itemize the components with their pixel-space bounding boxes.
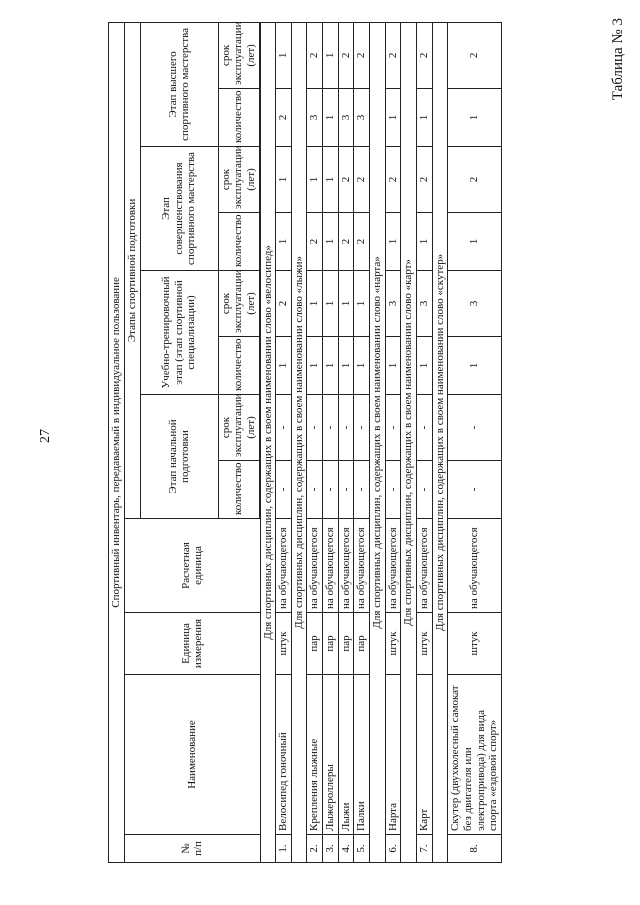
value-term: 3 — [448, 271, 502, 337]
item-name: Лыжи — [338, 675, 354, 835]
item-calc-unit: на обучающегося — [354, 519, 370, 613]
header-stage-2: Учебно-тренировочный этап (этап спортивной специализации) — [140, 271, 218, 395]
value-term: 3 — [385, 271, 401, 337]
value-quantity: 1 — [448, 337, 502, 395]
value-quantity: 1 — [323, 337, 339, 395]
item-unit: штук — [416, 613, 432, 675]
header-sub-term: срок эксплуатации (лет) — [218, 22, 259, 88]
value-term: 1 — [323, 22, 339, 88]
item-calc-unit: на обучающегося — [338, 519, 354, 613]
value-quantity: 2 — [354, 213, 370, 271]
value-term: - — [276, 395, 292, 461]
item-unit: штук — [385, 613, 401, 675]
value-quantity: - — [323, 461, 339, 519]
item-calc-unit: на обучающегося — [276, 519, 292, 613]
value-quantity: 3 — [338, 89, 354, 147]
value-quantity: 1 — [385, 213, 401, 271]
value-term: 2 — [385, 147, 401, 213]
value-quantity: 1 — [338, 337, 354, 395]
value-quantity: 1 — [307, 337, 323, 395]
table-label: Таблица № 3 — [610, 18, 626, 101]
value-term: 2 — [416, 147, 432, 213]
header-sub-qty: количество — [218, 337, 259, 395]
header-stages-title: Этапы спортивной подготовки — [125, 22, 141, 518]
value-quantity: 1 — [448, 213, 502, 271]
item-name: Скутер (двухколесный самокат без двигателя или электропривода) для вида спорта «ездовой спорт» — [448, 675, 502, 835]
header-col-unit: Единица измерения — [125, 613, 261, 675]
item-unit: штук — [448, 613, 502, 675]
row-number: 7. — [416, 835, 432, 863]
section-row — [432, 22, 448, 862]
item-unit: пар — [354, 613, 370, 675]
item-calc-unit: на обучающегося — [323, 519, 339, 613]
value-quantity: 1 — [323, 89, 339, 147]
section-title: Для спортивных дисциплин, содержащих в своем наименовании слово «нарта» — [370, 22, 386, 862]
header-sub-qty: количество — [218, 461, 259, 519]
header-stage-1: Этап начальной подготовки — [140, 395, 218, 519]
value-quantity: 1 — [448, 89, 502, 147]
row-number: 8. — [448, 835, 502, 863]
value-term: - — [448, 395, 502, 461]
value-term: - — [323, 395, 339, 461]
header-sub-qty: количество — [218, 89, 259, 147]
table-row — [276, 22, 292, 862]
value-quantity: 2 — [338, 213, 354, 271]
value-term: 2 — [338, 22, 354, 88]
value-quantity: 3 — [354, 89, 370, 147]
section-title: Для спортивных дисциплин, содержащих в своем наименовании слово «скутер» — [432, 22, 448, 862]
value-quantity: 2 — [307, 213, 323, 271]
value-quantity: 1 — [276, 337, 292, 395]
header-sub-term: срок эксплуатации (лет) — [218, 147, 259, 213]
item-name: Карт — [416, 675, 432, 835]
value-term: 1 — [307, 271, 323, 337]
value-term: - — [416, 395, 432, 461]
table-row — [385, 22, 401, 862]
item-calc-unit: на обучающегося — [416, 519, 432, 613]
item-unit: пар — [338, 613, 354, 675]
row-number: 4. — [338, 835, 354, 863]
row-number: 3. — [323, 835, 339, 863]
header-col-no: № п/п — [125, 835, 261, 863]
value-term: 2 — [448, 22, 502, 88]
equipment-table — [108, 22, 502, 863]
value-term: - — [307, 395, 323, 461]
value-term: 1 — [354, 271, 370, 337]
item-unit: штук — [276, 613, 292, 675]
header-stage-3: Этап совершенствования спортивного мастерства — [140, 147, 218, 271]
value-quantity: 3 — [307, 89, 323, 147]
value-term: 2 — [338, 147, 354, 213]
value-term: 1 — [276, 147, 292, 213]
section-row — [401, 22, 417, 862]
table-row — [323, 22, 339, 862]
header-col-calc: Расчетная единица — [125, 519, 261, 613]
value-quantity: 1 — [416, 89, 432, 147]
value-term: 1 — [307, 147, 323, 213]
value-quantity: - — [448, 461, 502, 519]
header-col-name: Наименование — [125, 675, 261, 835]
value-quantity: - — [276, 461, 292, 519]
value-term: 2 — [448, 147, 502, 213]
row-number: 2. — [307, 835, 323, 863]
value-quantity: 2 — [276, 89, 292, 147]
item-name: Палки — [354, 675, 370, 835]
item-name: Велосипед гоночный — [276, 675, 292, 835]
value-term: 2 — [385, 22, 401, 88]
value-quantity: - — [338, 461, 354, 519]
section-title: Для спортивных дисциплин, содержащих в своем наименовании слово «велосипед» — [260, 22, 276, 862]
value-quantity: 1 — [385, 337, 401, 395]
value-quantity: 1 — [416, 337, 432, 395]
value-term: - — [354, 395, 370, 461]
page-number: 27 — [38, 429, 53, 443]
value-quantity: 1 — [354, 337, 370, 395]
value-term: 2 — [416, 22, 432, 88]
item-calc-unit: на обучающегося — [307, 519, 323, 613]
table-row — [338, 22, 354, 862]
value-quantity: 1 — [416, 213, 432, 271]
section-title: Для спортивных дисциплин, содержащих в своем наименовании слово «лыжи» — [291, 22, 307, 862]
value-term: 2 — [354, 22, 370, 88]
row-number: 5. — [354, 835, 370, 863]
table-row — [448, 22, 502, 862]
value-quantity: 1 — [276, 213, 292, 271]
table-row — [416, 22, 432, 862]
value-term: 2 — [276, 271, 292, 337]
value-quantity: 1 — [323, 213, 339, 271]
item-name: Лыжероллеры — [323, 675, 339, 835]
value-quantity: 1 — [385, 89, 401, 147]
header-stage-4: Этап высшего спортивного мастерства — [140, 22, 218, 146]
value-quantity: - — [416, 461, 432, 519]
row-number: 1. — [276, 835, 292, 863]
value-term: 1 — [323, 271, 339, 337]
item-name: Нарта — [385, 675, 401, 835]
header-sub-term: срок эксплуатации (лет) — [218, 271, 259, 337]
item-calc-unit: на обучающегося — [385, 519, 401, 613]
value-term: 3 — [416, 271, 432, 337]
value-term: 1 — [276, 22, 292, 88]
item-calc-unit: на обучающегося — [448, 519, 502, 613]
value-term: - — [338, 395, 354, 461]
value-term: - — [385, 395, 401, 461]
section-title: Для спортивных дисциплин, содержащих в своем наименовании слово «карт» — [401, 22, 417, 862]
value-term: 2 — [354, 147, 370, 213]
rotated-table-container — [108, 23, 528, 863]
section-row — [260, 22, 276, 862]
item-unit: пар — [307, 613, 323, 675]
table-row — [354, 22, 370, 862]
value-quantity: - — [385, 461, 401, 519]
table-body — [260, 22, 501, 862]
header-sub-term: срок эксплуатации (лет) — [218, 395, 259, 461]
section-row — [291, 22, 307, 862]
value-quantity: - — [307, 461, 323, 519]
value-term: 1 — [338, 271, 354, 337]
item-unit: пар — [323, 613, 339, 675]
value-quantity: - — [354, 461, 370, 519]
header-main: Спортивный инвентарь, передаваемый в индивидуальное пользование — [109, 22, 125, 862]
item-name: Крепления лыжные — [307, 675, 323, 835]
value-term: 2 — [307, 22, 323, 88]
row-number: 6. — [385, 835, 401, 863]
value-term: 1 — [323, 147, 339, 213]
header-sub-qty: количество — [218, 213, 259, 271]
section-row — [370, 22, 386, 862]
table-row — [307, 22, 323, 862]
